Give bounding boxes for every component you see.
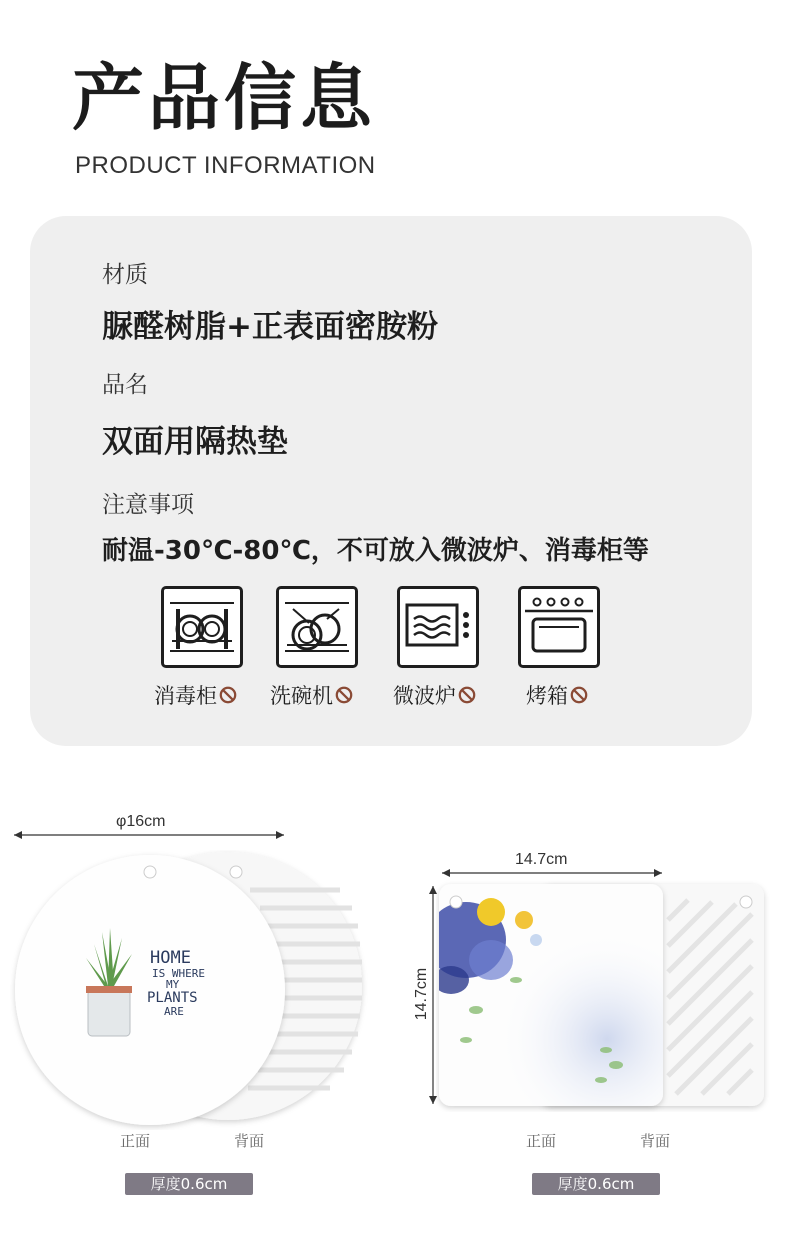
no-sign-icon xyxy=(219,686,237,704)
dishwasher-icon xyxy=(276,586,358,668)
notice-value: 耐温-30℃-80℃，不可放入微波炉、消毒柜等 xyxy=(102,536,649,566)
dishwasher-caption xyxy=(270,680,353,710)
material-label: 材质 xyxy=(102,262,148,288)
spec-panel xyxy=(30,216,752,746)
print-line-5: ARE xyxy=(164,1004,184,1018)
microwave-icon xyxy=(397,586,479,668)
square-width-arrow xyxy=(438,866,666,880)
round-diameter-label: φ16cm xyxy=(116,813,166,830)
print-line-4: PLANTS xyxy=(147,989,198,1006)
print-line-3: MY xyxy=(166,978,180,992)
round-front-label: 正面 xyxy=(120,1132,151,1150)
square-thickness-badge: 厚度0.6cm xyxy=(532,1173,660,1195)
round-dimension-arrow xyxy=(10,828,290,842)
round-back-label: 背面 xyxy=(234,1132,265,1150)
round-thickness-badge: 厚度0.6cm xyxy=(125,1173,253,1195)
square-height-label: 14.7cm xyxy=(413,967,431,1021)
dishwasher-label: 洗碗机 xyxy=(270,684,333,708)
print-line-2: IS WHERE xyxy=(152,966,205,980)
material-value: 脲醛树脂+正表面密胺粉 xyxy=(102,309,438,345)
no-sign-icon xyxy=(335,686,353,704)
oven-icon xyxy=(518,586,600,668)
no-sign-icon xyxy=(570,686,588,704)
oven-caption xyxy=(526,680,588,710)
product-name-label: 品名 xyxy=(102,372,148,398)
square-mat-image xyxy=(436,880,770,1112)
print-line-1: HOME xyxy=(150,948,191,968)
page-subtitle: PRODUCT INFORMATION xyxy=(75,152,376,179)
no-sign-icon xyxy=(458,686,476,704)
round-mat-print-text xyxy=(147,948,205,1018)
page-title: 产品信息 xyxy=(72,56,377,140)
square-back-label: 背面 xyxy=(640,1132,671,1150)
sterilizer-icon xyxy=(161,586,243,668)
oven-label: 烤箱 xyxy=(526,684,568,708)
product-name-value: 双面用隔热垫 xyxy=(102,424,288,460)
square-front-label: 正面 xyxy=(526,1132,557,1150)
microwave-caption xyxy=(393,680,476,710)
sterilizer-label: 消毒柜 xyxy=(154,684,217,708)
notice-label: 注意事项 xyxy=(102,492,194,518)
microwave-label: 微波炉 xyxy=(393,684,456,708)
sterilizer-caption xyxy=(154,680,237,710)
square-width-label: 14.7cm xyxy=(515,851,568,868)
